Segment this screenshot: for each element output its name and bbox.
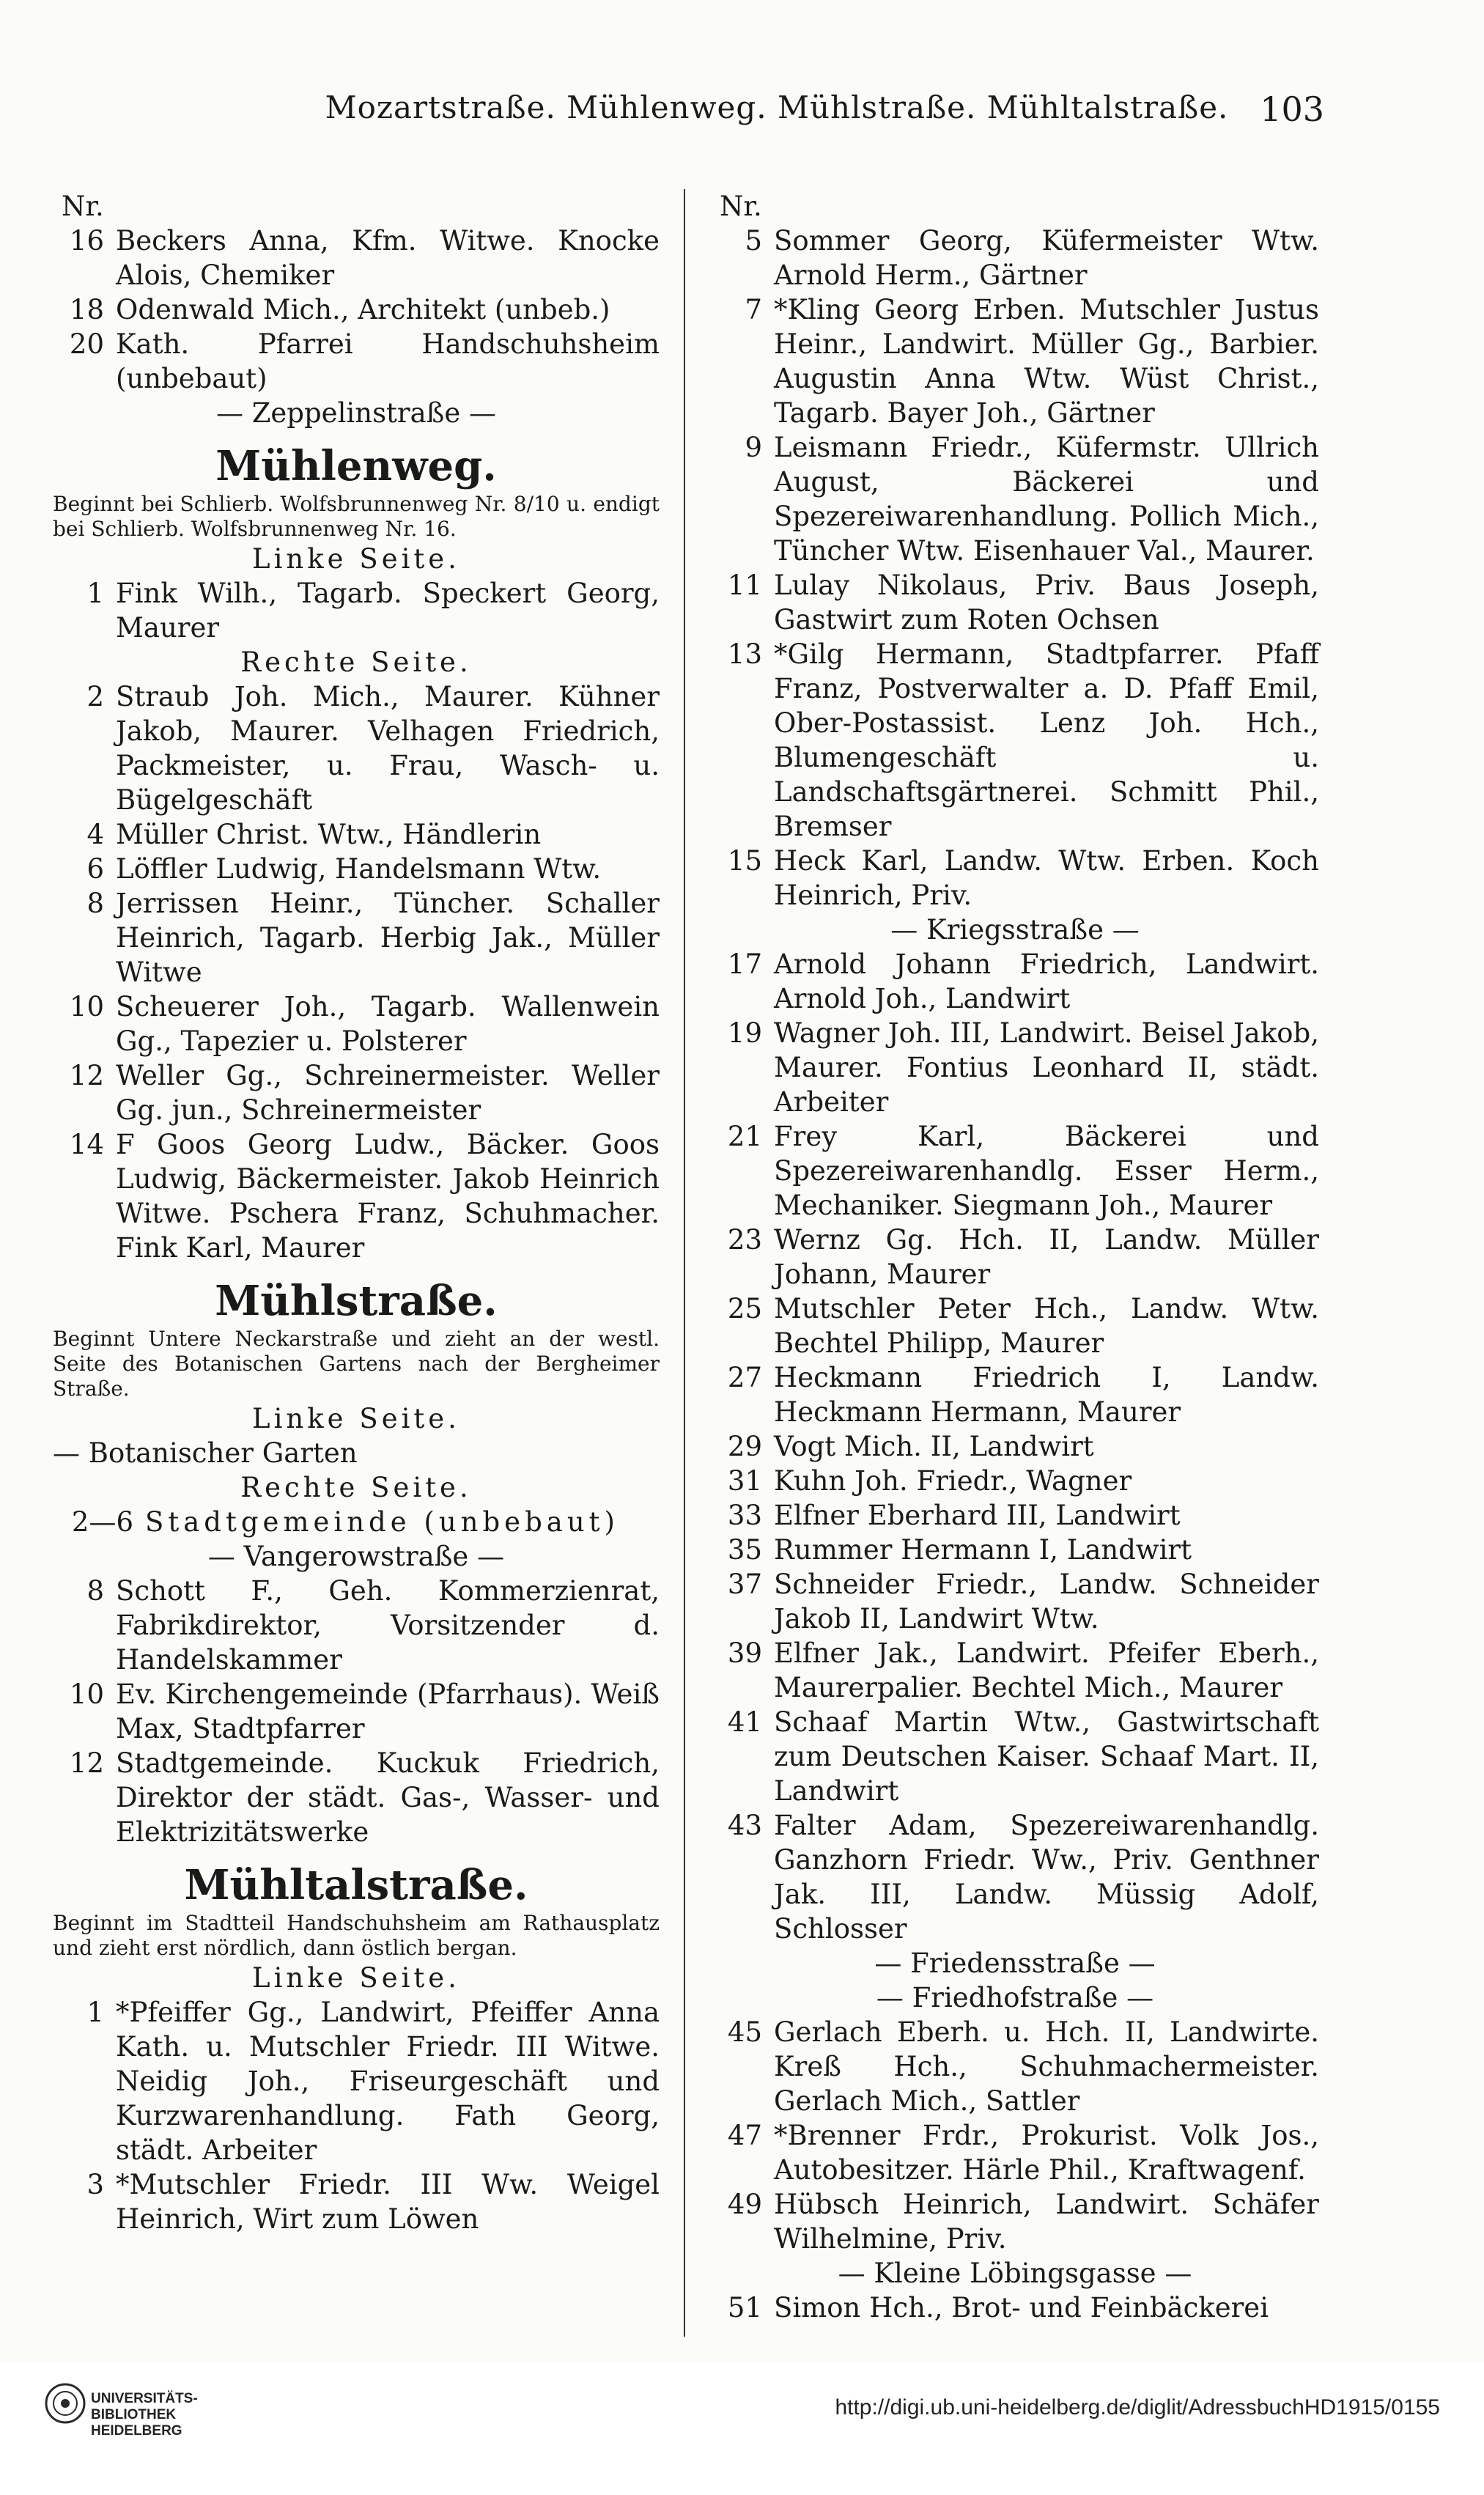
house-number: 16 [69, 225, 104, 257]
library-line: HEIDELBERG [91, 2423, 182, 2439]
address-entry [711, 1705, 1319, 1808]
address-entry [711, 1808, 1319, 1946]
residents: Beckers Anna, Kfm. Witwe. Knocke Alois, Chemiker [116, 225, 660, 291]
address-entry [53, 989, 660, 1058]
address-entry [711, 1636, 1319, 1705]
residents: Arnold Johann Friedrich, Landwirt. Arnold Joh., Landwirt [774, 948, 1319, 1014]
address-entry [711, 2187, 1319, 2256]
residents: *Mutschler Friedr. III Ww. Weigel Heinrich, Wirt zum Löwen [116, 2169, 660, 2235]
residents: *Kling Georg Erben. Mutschler Justus Heinr., Landwirt. Müller Gg., Barbier. Augustin Anna Wtw. Wüst Christ., Tagarb. Bayer Joh., Gärtner [774, 294, 1319, 429]
address-entry [53, 1995, 660, 2167]
side-heading: Linke Seite. [252, 1403, 460, 1434]
residents: Kuhn Joh. Friedr., Wagner [774, 1465, 1132, 1497]
residents: Müller Christ. Wtw., Händlerin [116, 819, 542, 850]
residents: Kath. Pfarrei Handschuhsheim (unbebaut) [116, 328, 660, 394]
residents: F Goos Georg Ludw., Bäcker. Goos Ludwig, Bäckermeister. Jakob Heinrich Witwe. Pschera Franz, Schuhmacher. Fink Karl, Maurer [116, 1129, 660, 1264]
address-entry [711, 1119, 1319, 1223]
address-entry [711, 1464, 1319, 1498]
residents: *Brenner Frdr., Prokurist. Volk Jos., Autobesitzer. Härle Phil., Kraftwagenf. [774, 2120, 1319, 2186]
page-number: 103 [1260, 89, 1324, 129]
address-entry [53, 1746, 660, 1849]
library-line: UNIVERSITÄTS- [91, 2391, 198, 2406]
residents: Stadtgemeinde (unbebaut) [145, 1506, 619, 1538]
residents: Weller Gg., Schreinermeister. Weller Gg. jun., Schreinermeister [116, 1060, 660, 1126]
residents: Schott F., Geh. Kommerzienrat, Fabrikdirektor, Vorsitzender d. Handelskammer [116, 1575, 660, 1676]
house-number: 35 [727, 1534, 762, 1566]
house-number: 12 [69, 1747, 104, 1779]
address-entry [711, 2291, 1319, 2325]
residents: Simon Hch., Brot- und Feinbäckerei [774, 2292, 1269, 2323]
house-number: 27 [727, 1362, 762, 1393]
residents: Heckmann Friedrich I, Landw. Heckmann Hermann, Maurer [774, 1362, 1319, 1428]
address-entry [711, 947, 1319, 1016]
house-number: 20 [69, 328, 104, 360]
residents: Jerrissen Heinr., Tüncher. Schaller Heinrich, Tagarb. Herbig Jak., Müller Witwe [116, 888, 660, 988]
house-number: 10 [69, 991, 104, 1022]
nr-label: Nr. [62, 191, 104, 222]
street-title: Mühltalstraße. [184, 1861, 528, 1909]
residents: Stadtgemeinde. Kuckuk Friedrich, Direktor der städt. Gas-, Wasser- und Elektrizitätswerke [116, 1747, 660, 1848]
residents: Leismann Friedr., Küfermstr. Ullrich August, Bäckerei und Spezereiwarenhandlung. Pollich Mich., Tüncher Wtw. Eisenhauer Val., Maurer. [774, 432, 1319, 567]
house-number: 13 [727, 638, 762, 670]
house-number: 51 [727, 2292, 762, 2323]
side-heading: Rechte Seite. [240, 646, 472, 678]
right-column [711, 189, 1319, 2325]
street-note: Beginnt im Stadtteil Handschuhsheim am Rathausplatz und zieht erst nördlich, dann östlich bergan. [53, 1911, 660, 1960]
cross-street: — Vangerowstraße — [207, 1541, 505, 1572]
address-entry [711, 292, 1319, 430]
side-heading: Rechte Seite. [240, 1472, 472, 1503]
house-number: 43 [727, 1810, 762, 1841]
house-number: 29 [727, 1431, 762, 1462]
house-number: 2 [86, 681, 104, 712]
street-note: Beginnt Untere Neckarstraße und zieht an der westl. Seite des Botanischen Gartens nach der Bergheimer Straße. [53, 1327, 660, 1401]
address-entry [711, 1498, 1319, 1533]
nr-label: Nr. [720, 191, 762, 222]
house-number: 5 [745, 225, 762, 257]
house-number: 9 [745, 432, 762, 463]
house-number: 18 [69, 294, 104, 325]
cross-street: — Kleine Löbingsgasse — [838, 2258, 1192, 2289]
house-number: 37 [727, 1569, 762, 1600]
source-url-link[interactable]: http://digi.ub.uni-heidelberg.de/diglit/AdressbuchHD1915/0155 [835, 2395, 1440, 2420]
house-number: 3 [86, 2169, 104, 2200]
residents: Wagner Joh. III, Landwirt. Beisel Jakob, Maurer. Fontius Leonhard II, städt. Arbeiter [774, 1017, 1319, 1118]
residents: Hübsch Heinrich, Landwirt. Schäfer Wilhelmine, Priv. [774, 2189, 1319, 2255]
residents: Heck Karl, Landw. Wtw. Erben. Koch Heinrich, Priv. [774, 845, 1319, 911]
address-entry [53, 327, 660, 396]
residents: Mutschler Peter Hch., Landw. Wtw. Bechtel Philipp, Maurer [774, 1293, 1319, 1359]
residents: Elfner Jak., Landwirt. Pfeifer Eberh., Maurerpalier. Bechtel Mich., Maurer [774, 1637, 1319, 1703]
residents: Scheuerer Joh., Tagarb. Wallenwein Gg., Tapezier u. Polsterer [116, 991, 660, 1057]
address-entry [711, 1291, 1319, 1360]
residents: Wernz Gg. Hch. II, Landw. Müller Johann, Maurer [774, 1224, 1319, 1290]
address-entry [53, 852, 660, 886]
address-entry [53, 1058, 660, 1127]
residents: Löffler Ludwig, Handelsmann Wtw. [116, 853, 602, 885]
house-number: 2—6 [71, 1506, 133, 1538]
address-entry [53, 1677, 660, 1746]
address-entry [711, 844, 1319, 913]
column-divider [684, 189, 685, 2337]
address-entry [53, 817, 660, 852]
address-entry [711, 224, 1319, 292]
residents: *Gilg Hermann, Stadtpfarrer. Pfaff Franz, Postverwalter a. D. Pfaff Emil, Ober-Postassist. Lenz Joh. Hch., Blumengeschäft u. Landschaftsgärtnerei. Schmitt Phil., Bremser [774, 638, 1319, 842]
left-column [53, 189, 660, 2236]
cross-street: — Kriegsstraße — [890, 914, 1140, 946]
residents: Vogt Mich. II, Landwirt [774, 1431, 1094, 1462]
botanical-garden-line: — Botanischer Garten [53, 1437, 358, 1469]
address-entry [53, 224, 660, 292]
house-number: 19 [727, 1017, 762, 1049]
house-number: 17 [727, 948, 762, 980]
cross-street: — Friedhofstraße — [876, 1982, 1154, 2013]
house-number: 25 [727, 1293, 762, 1324]
residents: Lulay Nikolaus, Priv. Baus Joseph, Gastwirt zum Roten Ochsen [774, 570, 1319, 635]
footer-bar [0, 2362, 1484, 2495]
house-number: 1 [86, 578, 104, 609]
house-number: 21 [727, 1121, 762, 1152]
address-entry [711, 1533, 1319, 1567]
side-heading: Linke Seite. [252, 543, 460, 575]
street-note: Beginnt bei Schlierb. Wolfsbrunnenweg Nr. 8/10 u. endigt bei Schlierb. Wolfsbrunnenweg Nr. 16. [53, 492, 660, 541]
house-number: 1 [86, 1997, 104, 2028]
house-number: 15 [727, 845, 762, 877]
house-number: 12 [69, 1060, 104, 1091]
address-entry [711, 1016, 1319, 1119]
address-entry [711, 2118, 1319, 2187]
address-entry [711, 1429, 1319, 1464]
residents: Sommer Georg, Küfermeister Wtw. Arnold Herm., Gärtner [774, 225, 1319, 291]
address-entry [711, 568, 1319, 637]
residents: Elfner Eberhard III, Landwirt [774, 1500, 1181, 1531]
library-name [91, 2391, 198, 2439]
address-entry [711, 637, 1319, 844]
house-number: 45 [727, 2016, 762, 2048]
library-line: BIBLIOTHEK [91, 2407, 177, 2422]
house-number: 49 [727, 2189, 762, 2220]
address-entry [711, 430, 1319, 568]
house-number: 41 [727, 1706, 762, 1738]
address-entry [711, 1567, 1319, 1636]
house-number: 8 [86, 1575, 104, 1607]
address-entry [53, 2167, 660, 2236]
residents: Gerlach Eberh. u. Hch. II, Landwirte. Kreß Hch., Schuhmachermeister. Gerlach Mich., Sattler [774, 2016, 1319, 2117]
address-entry [711, 2015, 1319, 2118]
side-heading: Linke Seite. [252, 1962, 460, 1994]
residents: Rummer Hermann I, Landwirt [774, 1534, 1192, 1566]
running-head: Mozartstraße. Mühlenweg. Mühlstraße. Mühltalstraße. [325, 89, 1229, 125]
residents: Ev. Kirchengemeinde (Pfarrhaus). Weiß Max, Stadtpfarrer [116, 1678, 660, 1744]
house-number: 31 [727, 1465, 762, 1497]
address-entry [53, 886, 660, 989]
house-number: 8 [86, 888, 104, 919]
house-number: 39 [727, 1637, 762, 1669]
house-number: 47 [727, 2120, 762, 2151]
residents: Falter Adam, Spezereiwarenhandlg. Ganzhorn Friedr. Ww., Priv. Genthner Jak. III, Landw. Müssig Adolf, Schlosser [774, 1810, 1319, 1945]
street-title: Mühlenweg. [215, 442, 497, 490]
library-logo-icon [44, 2382, 86, 2425]
house-number: 33 [727, 1500, 762, 1531]
cross-street: — Zeppelinstraße — [215, 397, 497, 429]
house-number: 4 [86, 819, 104, 850]
house-number: 7 [745, 294, 762, 325]
house-number: 14 [69, 1129, 104, 1160]
address-entry [53, 576, 660, 645]
address-entry [711, 1360, 1319, 1429]
house-number: 10 [69, 1678, 104, 1710]
residents: Schneider Friedr., Landw. Schneider Jakob II, Landwirt Wtw. [774, 1569, 1319, 1635]
address-entry [53, 1574, 660, 1677]
residents: Schaaf Martin Wtw., Gastwirtschaft zum Deutschen Kaiser. Schaaf Mart. II, Landwirt [774, 1706, 1319, 1807]
street-title: Mühlstraße. [215, 1277, 498, 1325]
residents: *Pfeiffer Gg., Landwirt, Pfeiffer Anna Kath. u. Mutschler Friedr. III Witwe. Neidig Joh., Friseurgeschäft und Kurzwarenhandlung. Fath Georg, städt. Arbeiter [116, 1997, 660, 2166]
address-entry [53, 1505, 660, 1539]
house-number: 6 [86, 853, 104, 885]
residents: Frey Karl, Bäckerei und Spezereiwarenhandlg. Esser Herm., Mechaniker. Siegmann Joh., Maurer [774, 1121, 1319, 1221]
address-entry [53, 679, 660, 817]
residents: Odenwald Mich., Architekt (unbeb.) [116, 294, 610, 325]
residents: Straub Joh. Mich., Maurer. Kühner Jakob, Maurer. Velhagen Friedrich, Packmeister, u. Frau, Wasch- u. Bügelgeschäft [116, 681, 660, 816]
residents: Fink Wilh., Tagarb. Speckert Georg, Maurer [116, 578, 660, 644]
address-entry [53, 292, 660, 327]
cross-street: — Friedensstraße — [874, 1947, 1156, 1979]
address-entry [53, 1127, 660, 1265]
house-number: 11 [727, 570, 762, 601]
house-number: 23 [727, 1224, 762, 1256]
address-entry [711, 1223, 1319, 1291]
